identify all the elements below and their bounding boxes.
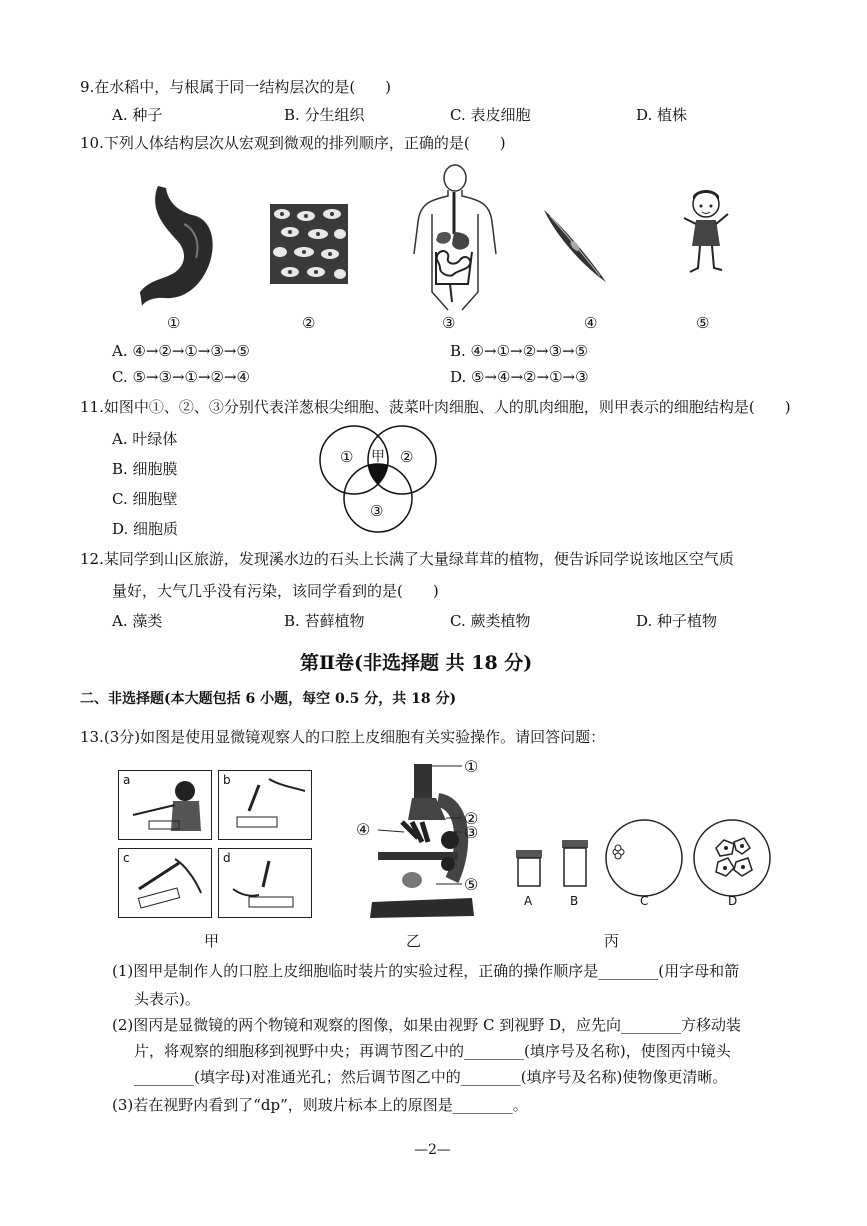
panel-letter-b: b — [223, 773, 231, 787]
field-of-view-d-image — [692, 818, 772, 898]
q9-option-b: B. 分生组织 — [284, 106, 365, 124]
panel-letter-a: a — [123, 773, 131, 787]
venn-label-1: ① — [340, 448, 354, 466]
q13-sub2-line2: 片，将观察的细胞移到视野中央；再调节图乙中的________(填序号及名称)，使图丙中镜头 — [134, 1042, 731, 1060]
q9-option-c: C. 表皮细胞 — [450, 106, 531, 124]
objective-lens-b-image — [560, 838, 590, 888]
microscope-label-4: ④ — [356, 820, 371, 839]
q10-figure-label-1: ① — [167, 314, 181, 332]
microscope-label-2: ② — [464, 809, 479, 828]
venn-label-3: ③ — [370, 502, 384, 520]
q11-option-c: C. 细胞壁 — [112, 490, 178, 508]
q12-option-c: C. 蕨类植物 — [450, 612, 531, 630]
bing-label-d: D — [728, 894, 738, 908]
q11-stem: 11.如图中①、②、③分别代表洋葱根尖细胞、菠菜叶肉细胞、人的肌肉细胞，则甲表示的细胞结构是( ) — [80, 398, 791, 416]
q10-option-a: A. ④→②→①→③→⑤ — [112, 342, 250, 360]
microscope-label-5: ⑤ — [464, 875, 479, 894]
q11-option-a: A. 叶绿体 — [112, 430, 178, 448]
fig-bing-caption: 丙 — [604, 932, 620, 950]
q11-option-d: D. 细胞质 — [112, 520, 179, 538]
q10-option-d: D. ⑤→④→②→①→③ — [450, 368, 589, 386]
q10-figure-label-2: ② — [302, 314, 316, 332]
panel-letter-c: c — [123, 851, 130, 865]
microscope-label-1: ① — [464, 757, 479, 776]
q10-option-b: B. ④→①→②→③→⑤ — [450, 342, 589, 360]
bing-label-c: C — [640, 894, 649, 908]
q13-sub2-line1: (2)图丙是显微镜的两个物镜和观察的图像，如果由视野 C 到视野 D，应先向________方移动装 — [112, 1016, 742, 1034]
bing-label-b: B — [570, 894, 579, 908]
q11-option-b: B. 细胞膜 — [112, 460, 178, 478]
fig-yi-caption: 乙 — [406, 932, 422, 950]
q10-figure-label-4: ④ — [584, 314, 598, 332]
page-number: —2— — [414, 1142, 451, 1158]
q12-option-d: D. 种子植物 — [636, 612, 718, 630]
q9-option-d: D. 植株 — [636, 106, 688, 124]
bing-label-a: A — [524, 894, 533, 908]
q10-figure-label-5: ⑤ — [696, 314, 710, 332]
venn-label-2: ② — [400, 448, 414, 466]
q9-stem: 9.在水稻中，与根属于同一结构层次的是( ) — [80, 78, 392, 96]
q12-option-b: B. 苔藓植物 — [284, 612, 365, 630]
section-title: 第Ⅱ卷(非选择题 共 18 分) — [300, 652, 533, 674]
panel-letter-d: d — [223, 851, 231, 865]
q9-option-a: A. 种子 — [112, 106, 163, 124]
part2-heading: 二、非选择题(本大题包括 6 小题，每空 0.5 分，共 18 分) — [80, 691, 457, 707]
q10-option-c: C. ⑤→③→①→②→④ — [112, 368, 250, 386]
field-of-view-c-image — [604, 818, 684, 898]
q13-sub2-line3: ________(填字母)对准通光孔；然后调节图乙中的________(填序号及名称)使物像更清晰。 — [134, 1068, 728, 1086]
q13-stem: 13.(3分)如图是使用显微镜观察人的口腔上皮细胞有关实验操作。请回答问题： — [80, 728, 606, 746]
fig-jia-caption: 甲 — [204, 932, 220, 950]
q13-sub3: (3)若在视野内看到了“dp”，则玻片标本上的原图是________。 — [112, 1096, 528, 1114]
q13-sub1-line1: (1)图甲是制作人的口腔上皮细胞临时装片的实验过程，正确的操作顺序是________(用字母和箭 — [112, 962, 740, 980]
q10-figure-label-3: ③ — [442, 314, 456, 332]
q12-stem-line2: 量好，大气几乎没有污染，该同学看到的是( ) — [112, 582, 439, 600]
q10-stem: 10.下列人体结构层次从宏观到微观的排列顺序，正确的是( ) — [80, 134, 506, 152]
q12-option-a: A. 藻类 — [112, 612, 163, 630]
q12-stem-line1: 12.某同学到山区旅游，发现溪水边的石头上长满了大量绿茸茸的植物，便告诉同学说该地区空气质 — [80, 550, 734, 568]
objective-lens-a-image — [514, 848, 544, 888]
venn-label-jia: 甲 — [371, 449, 385, 465]
q13-sub1-line2: 头表示)。 — [134, 990, 200, 1008]
microscope-label-3: ③ — [464, 823, 479, 842]
